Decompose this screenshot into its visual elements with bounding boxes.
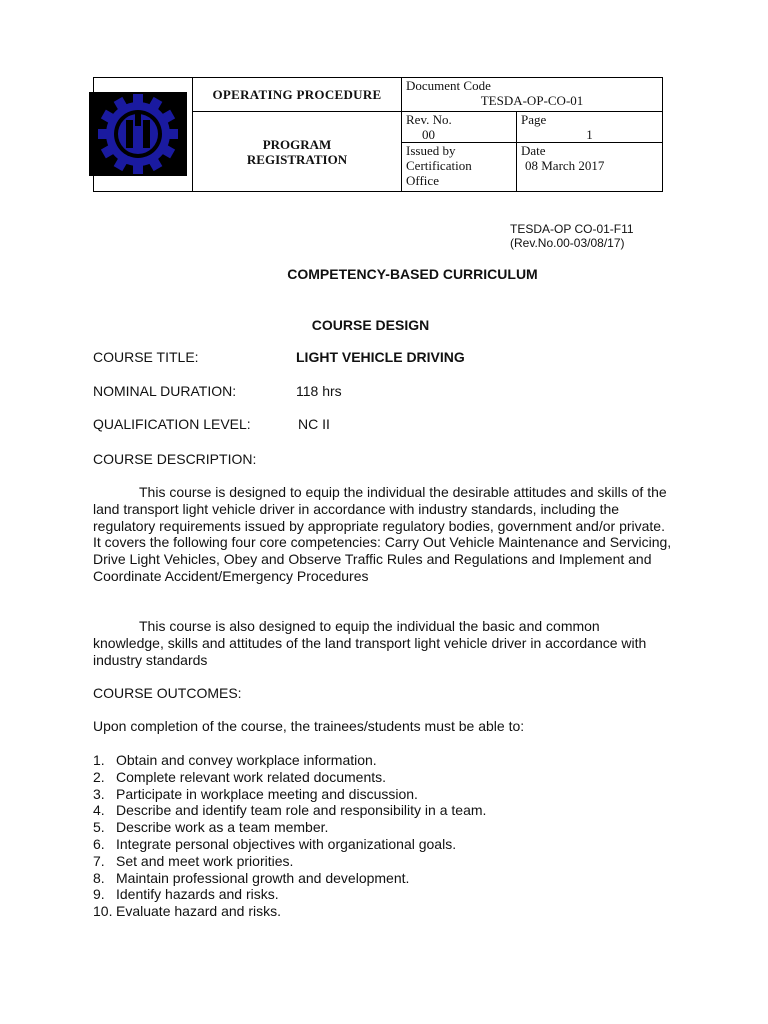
issued-by-label: Issued by: [406, 143, 456, 158]
page-cell: [517, 112, 662, 143]
page-value: 1: [586, 127, 593, 142]
course-description-paragraph-2: [93, 618, 673, 668]
list-item-number: 3.: [93, 785, 105, 802]
list-item-text: Describe and identify team role and responsibility in a team.: [116, 802, 487, 819]
qualification-level-value: NC II: [298, 416, 330, 432]
list-item-number: 7.: [93, 852, 105, 869]
document-code-cell: [402, 78, 663, 112]
course-outcomes-intro: Upon completion of the course, the trainees/students must be able to:: [93, 718, 525, 734]
date-label: Date: [521, 143, 546, 158]
list-item-text: Maintain professional growth and development.: [116, 869, 410, 886]
course-title-label: COURSE TITLE:: [93, 349, 199, 365]
tesda-gear-logo-icon: [89, 92, 187, 176]
date-value: 08 March 2017: [525, 158, 605, 173]
rev-no-value: 00: [422, 127, 435, 142]
course-description-label: COURSE DESCRIPTION:: [93, 451, 257, 467]
document-code-value: TESDA-OP-CO-01: [480, 93, 584, 108]
rev-no-label: Rev. No.: [406, 112, 452, 127]
list-item: [93, 819, 486, 836]
list-item-text: Participate in workplace meeting and discussion.: [116, 785, 418, 802]
program-label: PROGRAM: [262, 136, 332, 152]
issued-by-office: Office: [406, 173, 439, 188]
document-code-label: Document Code: [406, 78, 491, 93]
form-reference: [510, 222, 634, 250]
list-item: [93, 903, 486, 920]
rev-no-cell: [402, 112, 516, 143]
list-item: [93, 886, 486, 903]
list-item-text: Identify hazards and risks.: [116, 886, 279, 903]
course-description-paragraph-1: [93, 484, 673, 585]
form-reference-revision: (Rev.No.00-03/08/17): [510, 236, 625, 250]
course-title-value: LIGHT VEHICLE DRIVING: [296, 349, 465, 365]
course-outcomes-list: [93, 752, 486, 920]
list-item-number: 6.: [93, 835, 105, 852]
course-outcomes-label: COURSE OUTCOMES:: [93, 685, 242, 701]
nominal-duration-label: NOMINAL DURATION:: [93, 383, 237, 399]
list-item: [93, 752, 486, 769]
list-item-text: Obtain and convey workplace information.: [116, 752, 377, 768]
page-date-cell: [517, 112, 663, 192]
document-header-table: [93, 77, 663, 192]
course-description-text-1: This course is designed to equip the individual the desirable attitudes and skills of the land transport light vehicle driver in accordance with industry standards, including the regulatory requirements issued by appropriate regulatory bodies, government and/or private. It covers the following four core competencies: Carry Out Vehicle Maintenance and Servicing, Drive Light Vehicles, Obey and Observe Traffic Rules and Regulations and Implement and Coordinate Accident/Emergency Procedures: [93, 484, 672, 584]
issued-by-certification: Certification: [406, 158, 472, 173]
list-item: [93, 853, 486, 870]
list-item: [93, 836, 486, 853]
issued-by-cell: [402, 143, 516, 188]
section-title: COURSE DESIGN: [311, 317, 430, 333]
list-item-text: Describe work as a team member.: [116, 819, 329, 836]
list-item-number: 9.: [93, 886, 105, 903]
list-item-text: Integrate personal objectives with organizational goals.: [116, 835, 457, 852]
logo-cell: [94, 78, 193, 192]
registration-label: REGISTRATION: [246, 151, 348, 167]
operating-procedure-cell: [193, 78, 402, 112]
list-item-text: Evaluate hazard and risks.: [116, 903, 281, 920]
rev-issued-cell: [402, 112, 517, 192]
list-item-number: 10.: [93, 903, 113, 920]
qualification-level-label: QUALIFICATION LEVEL:: [93, 416, 251, 432]
list-item: [93, 870, 486, 887]
course-description-text-2: This course is also designed to equip the individual the basic and common knowledge, skills and attitudes of the land transport light vehicle driver in accordance with industry standards: [93, 618, 647, 668]
list-item-number: 4.: [93, 802, 105, 819]
form-reference-code: TESDA-OP CO-01-F11: [510, 222, 634, 236]
list-item-number: 5.: [93, 819, 105, 836]
program-registration-cell: [193, 112, 402, 192]
list-item: [93, 802, 486, 819]
list-item-number: 2.: [93, 768, 105, 785]
nominal-duration-value: 118 hrs: [296, 383, 342, 399]
list-item: [93, 786, 486, 803]
list-item-number: 8.: [93, 869, 105, 886]
list-item-number: 1.: [93, 752, 105, 768]
date-cell: [517, 143, 662, 173]
list-item: [93, 769, 486, 786]
page-title: COMPETENCY-BASED CURRICULUM: [287, 266, 538, 282]
operating-procedure-label: OPERATING PROCEDURE: [212, 86, 382, 102]
list-item-text: Complete relevant work related documents.: [116, 768, 387, 785]
list-item-text: Set and meet work priorities.: [116, 852, 294, 869]
page-label: Page: [521, 112, 547, 127]
